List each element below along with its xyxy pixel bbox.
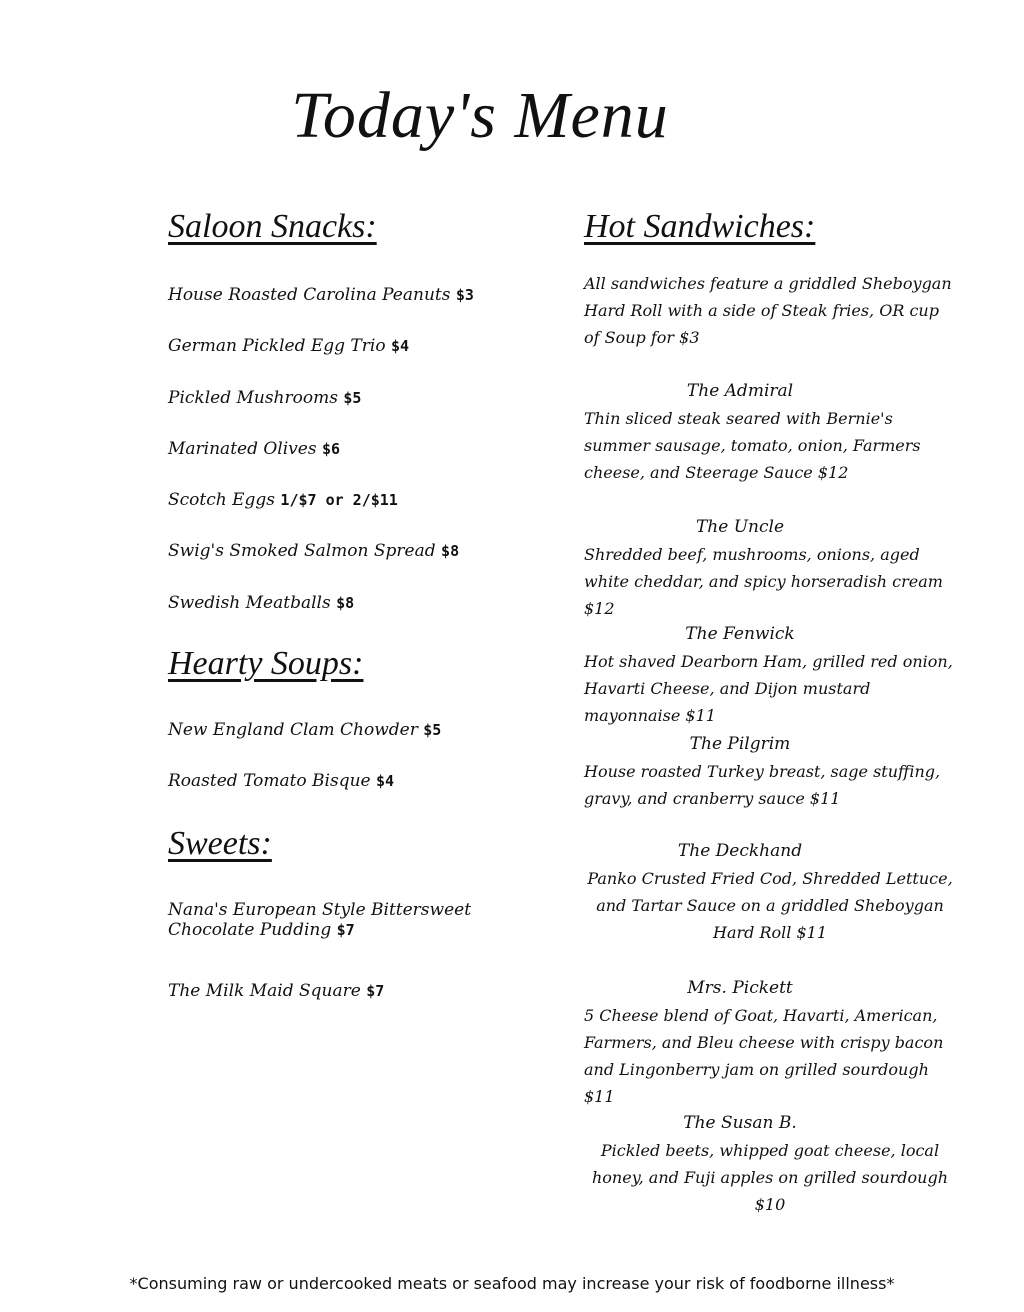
hot-sandwiches-heading: Hot Sandwiches: (584, 208, 816, 245)
page-title: Today's Menu (291, 79, 669, 152)
sandwich-name: Mrs. Pickett (687, 978, 793, 998)
sandwich-item (584, 1110, 956, 1218)
menu-item (168, 593, 354, 613)
menu-item (168, 771, 394, 791)
sandwich-item (584, 621, 956, 729)
sandwich-desc: Pickled beets, whipped goat cheese, local honey, and Fuji apples on grilled sourdough $10 (591, 1141, 949, 1214)
menu-item (168, 388, 361, 408)
sandwich-desc: Shredded beef, mushrooms, onions, aged white cheddar, and spicy horseradish cream $12 (584, 545, 943, 618)
item-price: $4 (376, 772, 395, 790)
menu-item (168, 285, 474, 305)
item-price: $5 (343, 389, 362, 407)
sandwich-desc: Panko Crusted Fried Cod, Shredded Lettuce, and Tartar Sauce on a griddled Sheboygan Hard Roll $11 (587, 869, 953, 942)
item-price: $4 (390, 337, 410, 355)
sandwich-name: The Admiral (686, 381, 794, 401)
hearty-soups-heading: Hearty Soups: (168, 645, 364, 682)
sandwich-desc: House roasted Turkey breast, sage stuffing, gravy, and cranberry sauce $11 (584, 762, 941, 808)
menu-item (168, 439, 340, 459)
menu-item (168, 336, 409, 356)
item-name: German Pickled Egg Trio (168, 336, 386, 356)
sandwich-name: The Deckhand (677, 841, 803, 861)
saloon-snacks-heading: Saloon Snacks: (168, 208, 377, 245)
item-price: $7 (366, 982, 385, 1000)
item-price: $6 (321, 440, 341, 458)
item-name: The Milk Maid Square (168, 981, 361, 1001)
item-name: Swedish Meatballs (168, 593, 331, 613)
item-name: Nana's European Style Bittersweet (168, 900, 472, 920)
sandwich-item (584, 514, 956, 622)
sweets-heading: Sweets: (168, 825, 272, 862)
sandwich-item (584, 731, 956, 812)
sandwich-name: The Pilgrim (689, 734, 791, 754)
item-name: Swig's Smoked Salmon Spread (168, 541, 436, 561)
menu-item (168, 981, 384, 1001)
item-price: $5 (423, 721, 442, 739)
item-name: Pickled Mushrooms (168, 388, 338, 408)
sandwich-name: The Susan B. (683, 1113, 797, 1133)
sandwich-name: The Uncle (695, 517, 785, 537)
item-price: $7 (336, 921, 355, 939)
menu-item (168, 490, 398, 510)
sandwich-desc: Thin sliced steak seared with Bernie's summer sausage, tomato, onion, Farmers cheese, and Steerage Sauce $12 (584, 409, 921, 482)
item-name: New England Clam Chowder (168, 720, 418, 740)
item-name: Roasted Tomato Bisque (168, 771, 371, 791)
item-price: $3 (455, 286, 474, 304)
food-safety-disclaimer: *Consuming raw or undercooked meats or seafood may increase your risk of foodborne illness* (129, 1274, 895, 1293)
item-name: Marinated Olives (168, 439, 317, 459)
sandwich-item (584, 975, 956, 1110)
sandwich-desc: 5 Cheese blend of Goat, Havarti, American, Farmers, and Bleu cheese with crispy bacon and Lingonberry jam on grilled sourdough $11 (584, 1006, 944, 1106)
sandwich-item (584, 838, 956, 946)
menu-item (168, 720, 441, 740)
sandwich-name: The Fenwick (685, 624, 795, 644)
menu-item (168, 900, 471, 940)
item-price: 1/$7 or 2/$11 (280, 491, 398, 509)
item-price: $8 (336, 594, 355, 612)
sandwich-item (584, 378, 956, 486)
menu-item (168, 541, 459, 561)
sandwich-intro: All sandwiches feature a griddled Sheboygan Hard Roll with a side of Steak fries, OR cup of Soup for $3 (584, 274, 952, 347)
item-price: $8 (441, 542, 460, 560)
item-name: Scotch Eggs (168, 490, 276, 510)
item-name: Chocolate Pudding (168, 920, 332, 940)
sandwich-desc: Hot shaved Dearborn Ham, grilled red onion, Havarti Cheese, and Dijon mustard mayonnaise $11 (584, 652, 953, 725)
item-name: House Roasted Carolina Peanuts (168, 285, 451, 305)
